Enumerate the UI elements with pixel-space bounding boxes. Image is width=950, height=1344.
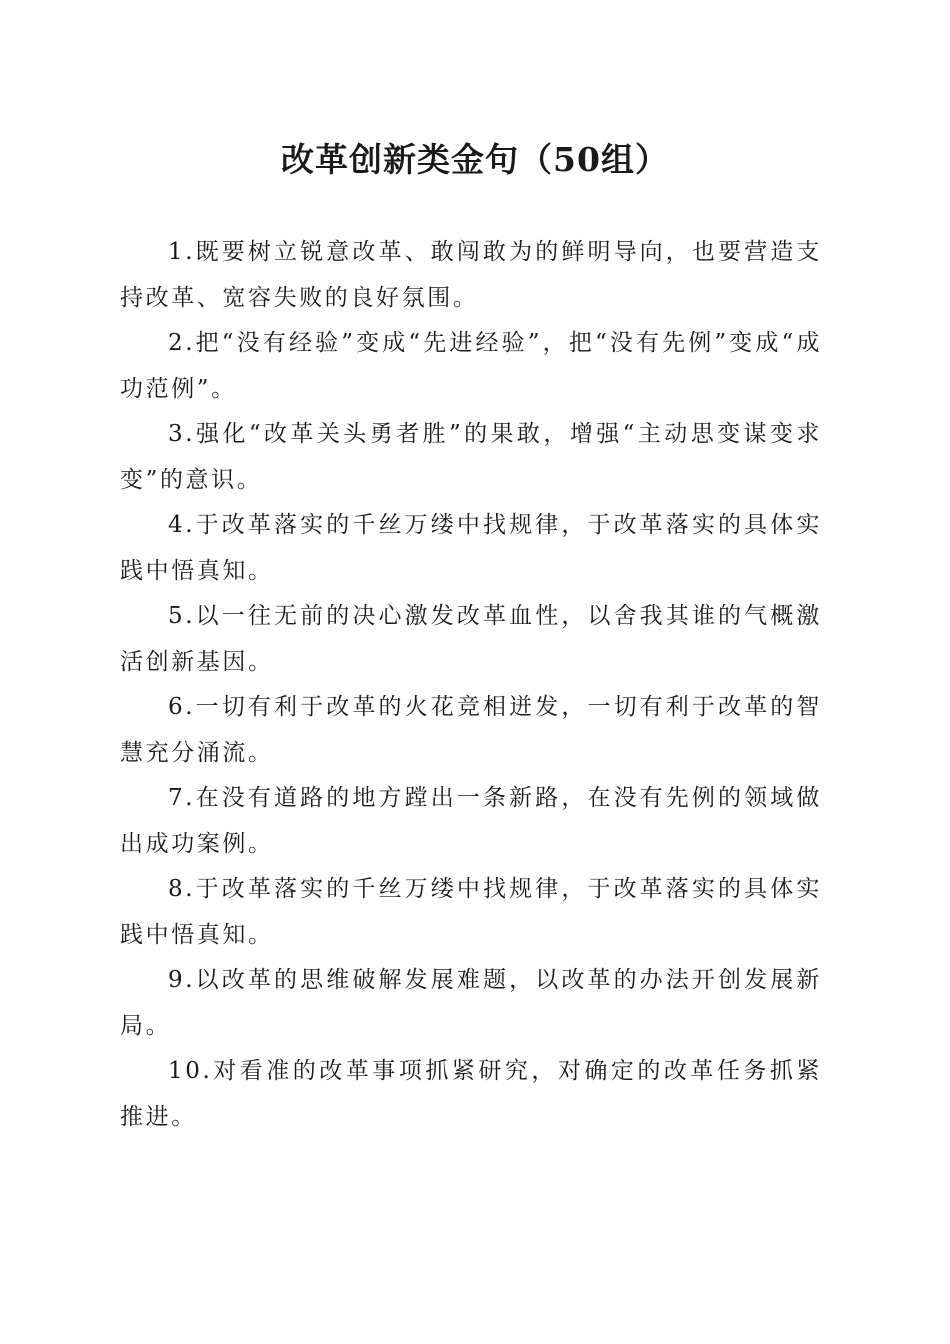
quote-item-5: 5.以一往无前的决心激发改革血性，以舍我其谁的气概激活创新基因。 bbox=[120, 603, 822, 675]
quote-item-10: 10.对看准的改革事项抓紧研究，对确定的改革任务抓紧推进。 bbox=[120, 1058, 822, 1130]
quote-item-9: 9.以改革的思维破解发展难题，以改革的办法开创发展新局。 bbox=[120, 967, 822, 1039]
quote-list bbox=[120, 230, 822, 1140]
quote-item-3: 3.强化“改革关头勇者胜”的果敢，增强“主动思变谋变求变”的意识。 bbox=[120, 421, 822, 493]
quote-item-8: 8.于改革落实的千丝万缕中找规律，于改革落实的具体实践中悟真知。 bbox=[120, 876, 822, 948]
page-title: 改革创新类金句（50组） bbox=[281, 140, 669, 179]
quote-item-7: 7.在没有道路的地方蹚出一条新路，在没有先例的领域做出成功案例。 bbox=[120, 785, 822, 857]
quote-item-4: 4.于改革落实的千丝万缕中找规律，于改革落实的具体实践中悟真知。 bbox=[120, 512, 822, 584]
quote-item-2: 2.把“没有经验”变成“先进经验”，把“没有先例”变成“成功范例”。 bbox=[120, 330, 822, 402]
quote-item-1: 1.既要树立锐意改革、敢闯敢为的鲜明导向，也要营造支持改革、宽容失败的良好氛围。 bbox=[120, 239, 822, 311]
quote-item-6: 6.一切有利于改革的火花竞相迸发，一切有利于改革的智慧充分涌流。 bbox=[120, 694, 822, 766]
